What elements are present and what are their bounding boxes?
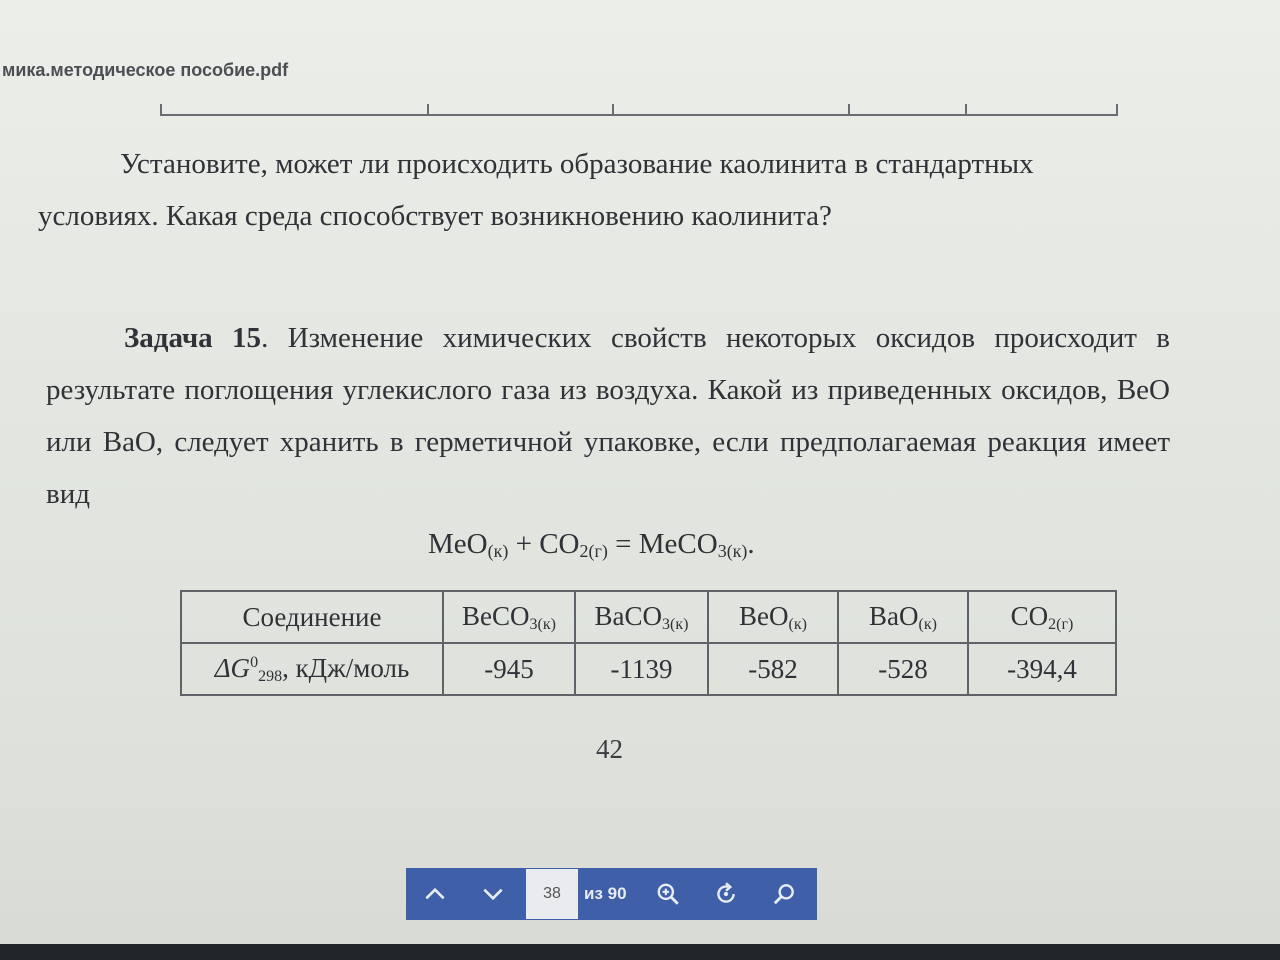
paragraph-line: Установите, может ли происходить образование каолинита в стандартных xyxy=(120,148,1034,180)
table-header-cell: BeCO$_{3(к)}$ xyxy=(443,591,575,643)
search-icon[interactable] xyxy=(755,868,813,920)
table-row xyxy=(181,643,1116,695)
task-text: . Изменение химических свойств некоторых оксидов происходит в результате поглощения углекислого газа из воздуха. Какой из приведенных оксидов, BeO или BaO, следует хранить в герметичной упаковке, если предполагаемая реакция имеет вид xyxy=(46,322,1171,510)
paragraph-line: условиях. Какая среда способствует возникновению каолинита? xyxy=(38,200,832,232)
subscript: (к) xyxy=(487,541,509,561)
page-number: 42 xyxy=(596,734,623,764)
table-cell: -582 xyxy=(708,643,838,695)
table-row-label: $\Delta G^0_{298}$, кДж/моль xyxy=(181,643,443,695)
task-label: Задача 15 xyxy=(124,322,262,354)
equals-sign: = xyxy=(607,528,639,560)
table-cell: -1139 xyxy=(575,643,708,695)
table-divider xyxy=(1116,104,1118,116)
taskbar xyxy=(0,944,1280,960)
subscript: 3(к) xyxy=(717,541,748,561)
table-divider xyxy=(612,104,614,116)
total-pages: из 90 xyxy=(584,884,627,903)
chevron-down-icon[interactable] xyxy=(464,868,522,920)
pdf-toolbar xyxy=(406,868,817,920)
subscript: 2(г) xyxy=(579,541,608,561)
table-header-cell: BeO$_{(к)}$ xyxy=(708,591,838,643)
previous-table-bottom-border xyxy=(160,104,1118,116)
table-header-cell: $CO_{2(г)}$ xyxy=(968,591,1116,643)
table-divider xyxy=(427,104,429,116)
table-divider xyxy=(160,104,162,116)
table-cell: -394,4 xyxy=(968,643,1116,695)
table-cell: -945 xyxy=(443,643,575,695)
rotate-icon[interactable] xyxy=(697,868,755,920)
gibbs-energy-table xyxy=(180,590,1117,696)
table-header-label: Соединение xyxy=(181,591,443,643)
table-divider xyxy=(965,104,967,116)
reactant-oxide: MeO xyxy=(428,528,488,560)
page-number-input[interactable] xyxy=(526,869,578,919)
document-title: мика.методическое пособие.pdf xyxy=(2,60,289,80)
paragraph-kaolinite xyxy=(38,138,1178,242)
table-header-row xyxy=(181,591,1116,643)
chevron-up-icon[interactable] xyxy=(406,868,464,920)
table-header-cell: BaCO$_{3(к)}$ xyxy=(575,591,708,643)
product-carbonate: MeCO xyxy=(638,528,718,560)
reactant-co2: CO xyxy=(539,528,580,560)
zoom-in-icon[interactable] xyxy=(639,868,697,920)
reaction-equation xyxy=(428,528,755,562)
plus-sign: + xyxy=(508,528,540,560)
task-15-paragraph xyxy=(46,312,1170,520)
table-header-cell: BaO$_{(к)}$ xyxy=(838,591,968,643)
period: . xyxy=(747,528,755,560)
table-cell: -528 xyxy=(838,643,968,695)
table-divider xyxy=(848,104,850,116)
